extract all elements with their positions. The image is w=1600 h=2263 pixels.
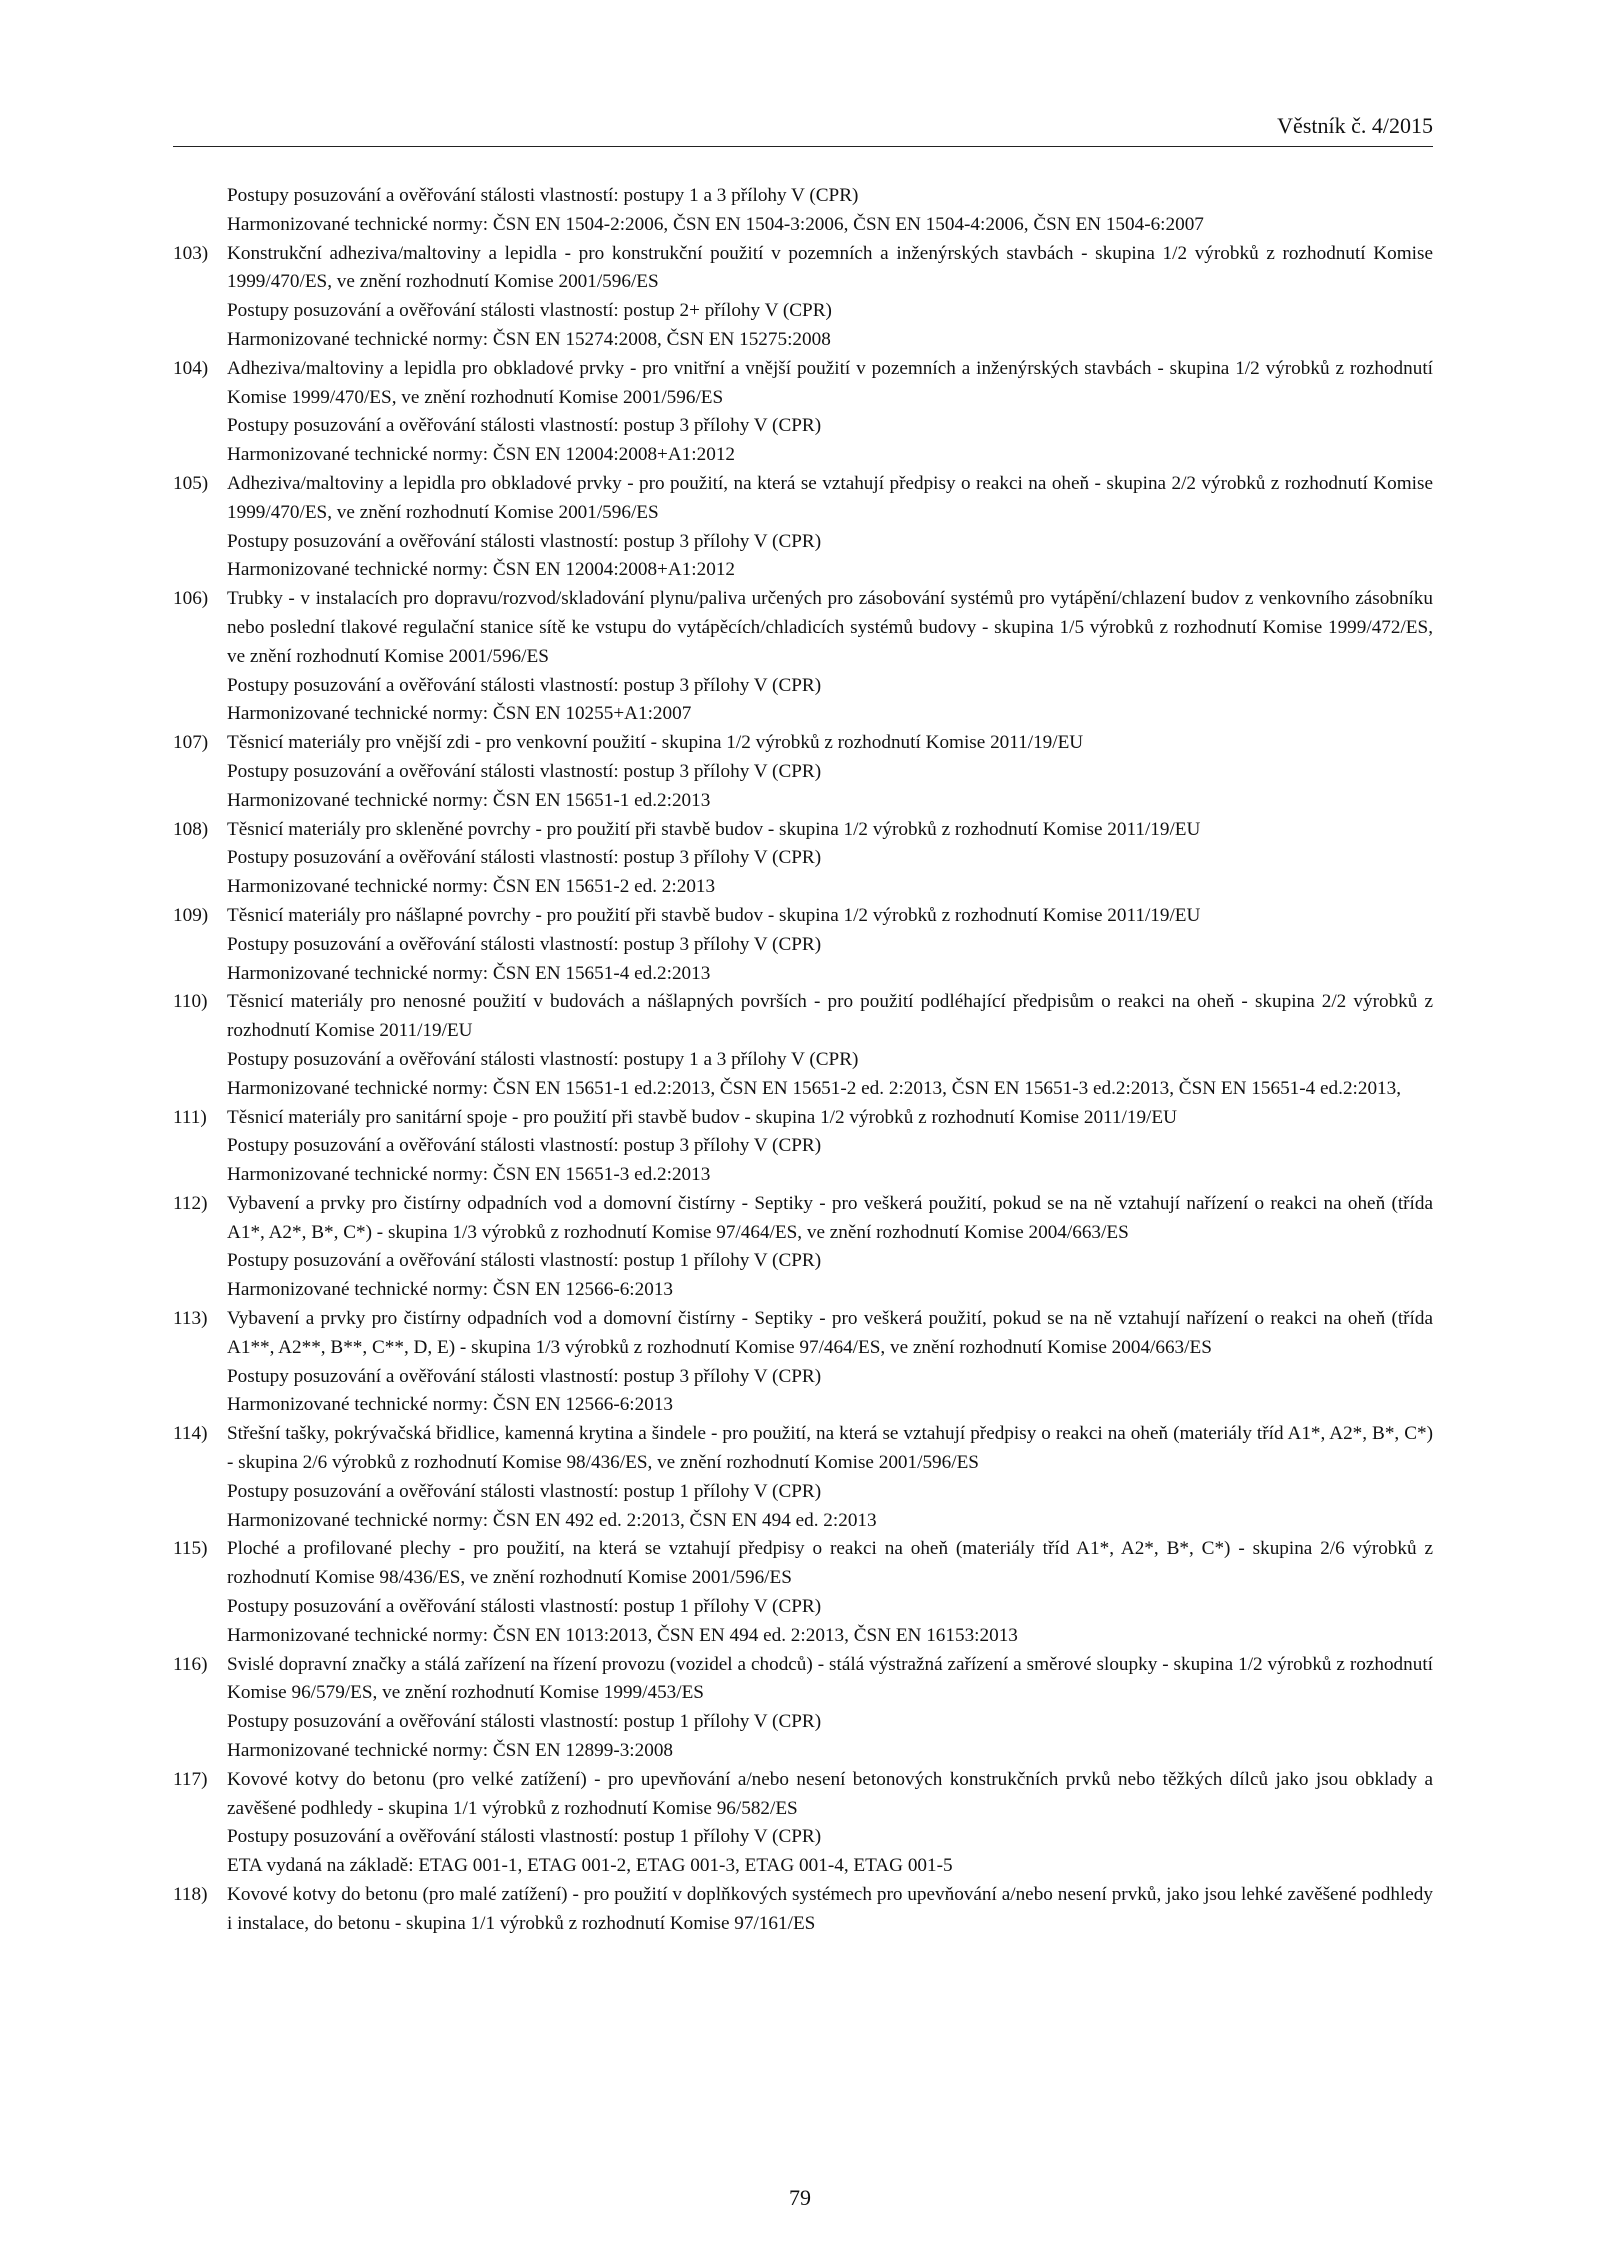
page-header (173, 112, 1433, 147)
list-item (173, 1305, 1433, 1420)
item-description: Trubky - v instalacích pro dopravu/rozvod/skladování plynu/paliva určených pro zásobování systémů pro vytápění/chlazení budov z venkovního zásobníku nebo poslední tlakové regulační stanice sítě ke vstupu do vytápěcích/chladicích systémů budovy - skupina 1/5 výrobků z rozhodnutí Komise 1999/472/ES, ve znění rozhodnutí Komise 2001/596/ES (227, 588, 1433, 667)
list-item (173, 355, 1433, 470)
item-description: Adheziva/maltoviny a lepidla pro obkladové prvky - pro použití, na která se vztahují předpisy o reakci na oheň - skupina 2/2 výrobků z rozhodnutí Komise 1999/470/ES, ve znění rozhodnutí Komise 2001/596/ES (227, 472, 1433, 523)
list-item (173, 470, 1433, 585)
list-item (173, 902, 1433, 988)
item-description: Těsnicí materiály pro nášlapné povrchy - pro použití při stavbě budov - skupina 1/2 výrobků z rozhodnutí Komise 2011/19/EU (227, 904, 1201, 926)
item-description: Svislé dopravní značky a stálá zařízení na řízení provozu (vozidel a chodců) - stálá výstražná zařízení a směrové sloupky - skupina 1/2 výrobků z rozhodnutí Komise 96/579/ES, ve znění rozhodnutí Komise 1999/453/ES (227, 1653, 1433, 1704)
assessment-procedure-line: Postupy posuzování a ověřování stálosti vlastností: postup 3 přílohy V (CPR) (227, 933, 822, 955)
list-item (173, 585, 1433, 729)
page-number: 79 (789, 2185, 811, 2210)
preamble-line: Postupy posuzování a ověřování stálosti vlastností: postupy 1 a 3 přílohy V (CPR) (227, 185, 859, 206)
standards-line: Harmonizované technické normy: ČSN EN 12004:2008+A1:2012 (227, 444, 736, 466)
assessment-procedure-line: Postupy posuzování a ověřování stálosti vlastností: postup 1 přílohy V (CPR) (227, 1711, 822, 1733)
item-number: 111) (173, 1106, 207, 1128)
item-list (173, 240, 1433, 1939)
assessment-procedure-line: Postupy posuzování a ověřování stálosti vlastností: postup 1 přílohy V (CPR) (227, 1480, 822, 1502)
standards-line: Harmonizované technické normy: ČSN EN 15651-1 ed.2:2013, ČSN EN 15651-2 ed. 2:2013, ČSN EN 15651-3 ed.2:2013, ČSN EN 15651-4 ed.2:2013, (227, 1077, 1402, 1099)
journal-issue-label: Věstník č. 4/2015 (1277, 113, 1433, 138)
assessment-procedure-line: Postupy posuzování a ověřování stálosti vlastností: postup 3 přílohy V (CPR) (227, 847, 822, 869)
standards-line: Harmonizované technické normy: ČSN EN 12566-6:2013 (227, 1394, 674, 1416)
item-description: Střešní tašky, pokrývačská břidlice, kamenná krytina a šindele - pro použití, na která se vztahují předpisy o reakci na oheň (materiály tříd A1*, A2*, B*, C*) - skupina 2/6 výrobků z rozhodnutí Komise 98/436/ES, ve znění rozhodnutí Komise 2001/596/ES (227, 1423, 1433, 1474)
standards-line: Harmonizované technické normy: ČSN EN 15651-2 ed. 2:2013 (227, 876, 716, 898)
item-number: 116) (173, 1653, 208, 1675)
standards-line: Harmonizované technické normy: ČSN EN 15651-4 ed.2:2013 (227, 962, 711, 984)
standards-line: Harmonizované technické normy: ČSN EN 10255+A1:2007 (227, 703, 692, 725)
item-number: 108) (173, 818, 209, 840)
list-item (173, 1420, 1433, 1535)
list-item (173, 816, 1433, 902)
list-item (173, 1881, 1433, 1939)
standards-line: Harmonizované technické normy: ČSN EN 12566-6:2013 (227, 1279, 674, 1301)
assessment-procedure-line: Postupy posuzování a ověřování stálosti vlastností: postup 3 přílohy V (CPR) (227, 415, 822, 437)
list-item (173, 1104, 1433, 1190)
item-description: Vybavení a prvky pro čistírny odpadních vod a domovní čistírny - Septiky - pro veškerá použití, pokud se na ně vztahují nařízení o reakci na oheň (třída A1**, A2**, B**, C**, D, E) - skupina 1/3 výrobků z rozhodnutí Komise 97/464/ES, ve znění rozhodnutí Komise 2004/663/ES (227, 1308, 1433, 1358)
standards-line: ETA vydaná na základě: ETAG 001-1, ETAG 001-2, ETAG 001-3, ETAG 001-4, ETAG 001-5 (227, 1855, 953, 1877)
standards-line: Harmonizované technické normy: ČSN EN 12899-3:2008 (227, 1740, 674, 1762)
item-number: 105) (173, 472, 209, 494)
list-item (173, 988, 1433, 1103)
item-description: Těsnicí materiály pro skleněné povrchy - pro použití při stavbě budov - skupina 1/2 výrobků z rozhodnutí Komise 2011/19/EU (227, 818, 1201, 840)
item-description: Konstrukční adheziva/maltoviny a lepidla - pro konstrukční použití v pozemních a inženýrských stavbách - skupina 1/2 výrobků z rozhodnutí Komise 1999/470/ES, ve znění rozhodnutí Komise 2001/596/ES (227, 242, 1433, 293)
item-description: Ploché a profilované plechy - pro použití, na která se vztahují předpisy o reakci na oheň (materiály tříd A1*, A2*, B*, C*) - skupina 2/6 výrobků z rozhodnutí Komise 98/436/ES, ve znění rozhodnutí Komise 2001/596/ES (227, 1538, 1433, 1589)
standards-line: Harmonizované technické normy: ČSN EN 15651-3 ed.2:2013 (227, 1164, 711, 1186)
list-item (173, 1651, 1433, 1766)
standards-line: Harmonizované technické normy: ČSN EN 12004:2008+A1:2012 (227, 559, 736, 581)
list-item (173, 240, 1433, 355)
item-description: Těsnicí materiály pro sanitární spoje - pro použití při stavbě budov - skupina 1/2 výrobků z rozhodnutí Komise 2011/19/EU (227, 1106, 1177, 1128)
assessment-procedure-line: Postupy posuzování a ověřování stálosti vlastností: postup 2+ přílohy V (CPR) (227, 300, 832, 322)
assessment-procedure-line: Postupy posuzování a ověřování stálosti vlastností: postup 1 přílohy V (CPR) (227, 1250, 822, 1272)
item-number: 107) (173, 732, 209, 754)
item-number: 118) (173, 1884, 208, 1906)
item-number: 109) (173, 904, 209, 926)
item-description: Kovové kotvy do betonu (pro malé zatížení) - pro použití v doplňkových systémech pro upevňování a/nebo nesení prvků, jako jsou lehké zavěšené podhledy i instalace, do betonu - skupina 1/1 výrobků z rozhodnutí Komise 97/161/ES (227, 1884, 1433, 1934)
list-item (173, 1190, 1433, 1305)
item-number: 106) (173, 588, 209, 610)
item-description: Vybavení a prvky pro čistírny odpadních vod a domovní čistírny - Septiky - pro veškerá použití, pokud se na ně vztahují nařízení o reakci na oheň (třída A1*, A2*, B*, C*) - skupina 1/3 výrobků z rozhodnutí Komise 97/464/ES, ve znění rozhodnutí Komise 2004/663/ES (227, 1192, 1433, 1243)
assessment-procedure-line: Postupy posuzování a ověřování stálosti vlastností: postup 3 přílohy V (CPR) (227, 760, 822, 782)
item-number: 117) (173, 1768, 208, 1790)
item-number: 104) (173, 357, 209, 379)
preamble-line: Harmonizované technické normy: ČSN EN 1504-2:2006, ČSN EN 1504-3:2006, ČSN EN 1504-4:2006, ČSN EN 1504-6:2007 (227, 213, 1204, 235)
item-number: 113) (173, 1308, 208, 1330)
standards-line: Harmonizované technické normy: ČSN EN 15651-1 ed.2:2013 (227, 789, 711, 811)
assessment-procedure-line: Postupy posuzování a ověřování stálosti vlastností: postup 3 přílohy V (CPR) (227, 1135, 822, 1157)
assessment-procedure-line: Postupy posuzování a ověřování stálosti vlastností: postupy 1 a 3 přílohy V (CPR) (227, 1048, 859, 1070)
item-description: Těsnicí materiály pro nenosné použití v budovách a nášlapných površích - pro použití podléhající předpisům o reakci na oheň - skupina 2/2 výrobků z rozhodnutí Komise 2011/19/EU (227, 991, 1433, 1042)
item-description: Kovové kotvy do betonu (pro velké zatížení) - pro upevňování a/nebo nesení betonových konstrukčních prvků nebo těžkých dílců jako jsou obklady a zavěšené podhledy - skupina 1/1 výrobků z rozhodnutí Komise 96/582/ES (227, 1768, 1433, 1819)
item-description: Adheziva/maltoviny a lepidla pro obkladové prvky - pro vnitřní a vnější použití v pozemních a inženýrských stavbách - skupina 1/2 výrobků z rozhodnutí Komise 1999/470/ES, ve znění rozhodnutí Komise 2001/596/ES (227, 357, 1433, 408)
assessment-procedure-line: Postupy posuzování a ověřování stálosti vlastností: postup 1 přílohy V (CPR) (227, 1826, 822, 1848)
item-number: 115) (173, 1538, 208, 1560)
item-number: 114) (173, 1423, 208, 1445)
assessment-procedure-line: Postupy posuzování a ověřování stálosti vlastností: postup 3 přílohy V (CPR) (227, 674, 822, 696)
list-item (173, 1766, 1433, 1881)
document-body (173, 182, 1433, 1939)
item-number: 103) (173, 242, 209, 264)
standards-line: Harmonizované technické normy: ČSN EN 1013:2013, ČSN EN 494 ed. 2:2013, ČSN EN 16153:2013 (227, 1624, 1018, 1646)
assessment-procedure-line: Postupy posuzování a ověřování stálosti vlastností: postup 3 přílohy V (CPR) (227, 1365, 822, 1387)
page-footer (0, 2185, 1600, 2211)
list-item (173, 1535, 1433, 1650)
assessment-procedure-line: Postupy posuzování a ověřování stálosti vlastností: postup 1 přílohy V (CPR) (227, 1596, 822, 1618)
standards-line: Harmonizované technické normy: ČSN EN 492 ed. 2:2013, ČSN EN 494 ed. 2:2013 (227, 1509, 877, 1531)
assessment-procedure-line: Postupy posuzování a ověřování stálosti vlastností: postup 3 přílohy V (CPR) (227, 530, 822, 552)
item-number: 112) (173, 1192, 208, 1214)
standards-line: Harmonizované technické normy: ČSN EN 15274:2008, ČSN EN 15275:2008 (227, 328, 831, 350)
item-number: 110) (173, 991, 208, 1013)
list-item (173, 729, 1433, 815)
item-description: Těsnicí materiály pro vnější zdi - pro venkovní použití - skupina 1/2 výrobků z rozhodnutí Komise 2011/19/EU (227, 732, 1084, 754)
